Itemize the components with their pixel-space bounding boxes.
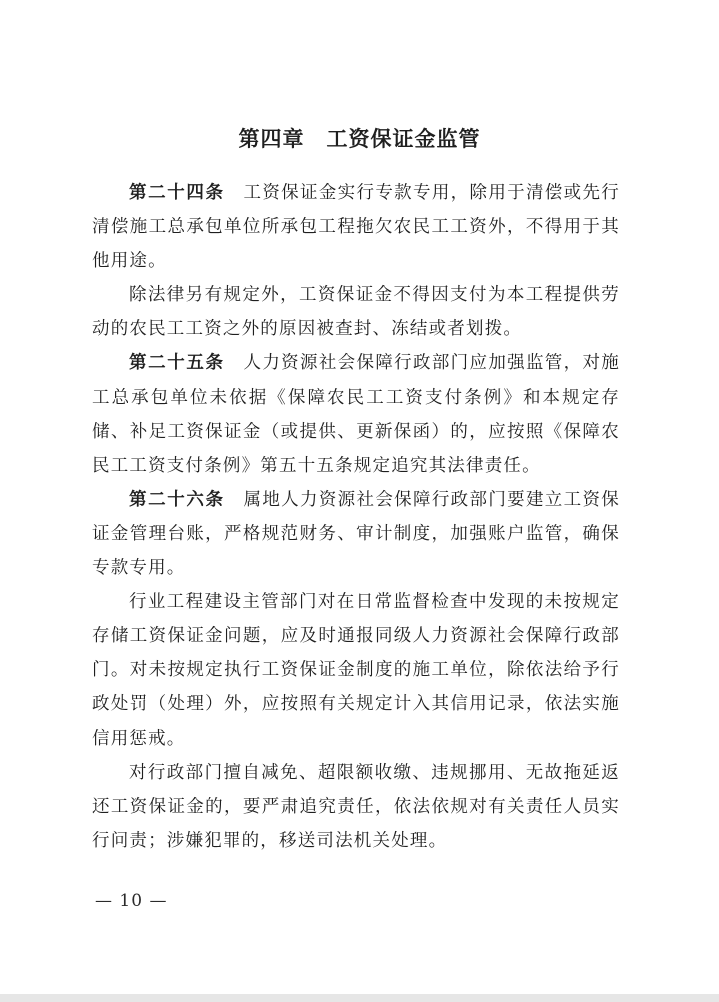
paragraph-text: 对行政部门擅自减免、超限额收缴、违规挪用、无故拖延返还工资保证金的，要严肃追究责任，依法依规对有关责任人员实行问责；涉嫌犯罪的，移送司法机关处理。 [92,762,620,851]
paragraph-article-24-clause-2 [92,278,620,346]
paragraph-text: 工资保证金实行专款专用，除用于清偿或先行清偿施工总承包单位所承包工程拖欠农民工工资外，不得用于其他用途。 [92,183,621,272]
article-number: 第二十五条 [129,353,225,374]
paragraph-text: 人力资源社会保障行政部门应加强监管，对施工总承包单位未依据《保障农民工工资支付条例》和本规定存储、补足工资保证金（或提供、更新保函）的，应按照《保障农民工工资支付条例》第五十五条规定追究其法律责任。 [92,353,621,476]
paragraph-article-25 [92,346,620,482]
scan-bottom-edge [0,994,719,1002]
chapter-title: 第四章 工资保证金监管 [238,126,481,151]
article-number: 第二十六条 [129,489,225,510]
paragraph-text: 除法律另有规定外，工资保证金不得因支付为本工程提供劳动的农民工工资之外的原因被查封、冻结或者划拨。 [92,285,620,340]
article-number: 第二十四条 [129,183,225,203]
paragraph-article-26 [92,483,620,585]
paragraph-text: 属地人力资源社会保障行政部门要建立工资保证金管理台账，严格规范财务、审计制度，加强账户监管，确保专款专用。 [92,489,621,579]
page-number: — 10 — [95,891,168,911]
paragraph-article-24 [92,176,620,278]
document-body [92,176,620,858]
paragraph-article-26-clause-3 [92,756,620,858]
paragraph-text: 行业工程建设主管部门对在日常监督检查中发现的未按规定存储工资保证金问题，应及时通报同级人力资源社会保障行政部门。对未按规定执行工资保证金制度的施工单位，除依法给予行政处罚（处理）外，应按照有关规定计入其信用记录，依法实施信用惩戒。 [92,592,620,749]
paragraph-article-26-clause-2 [92,585,620,755]
